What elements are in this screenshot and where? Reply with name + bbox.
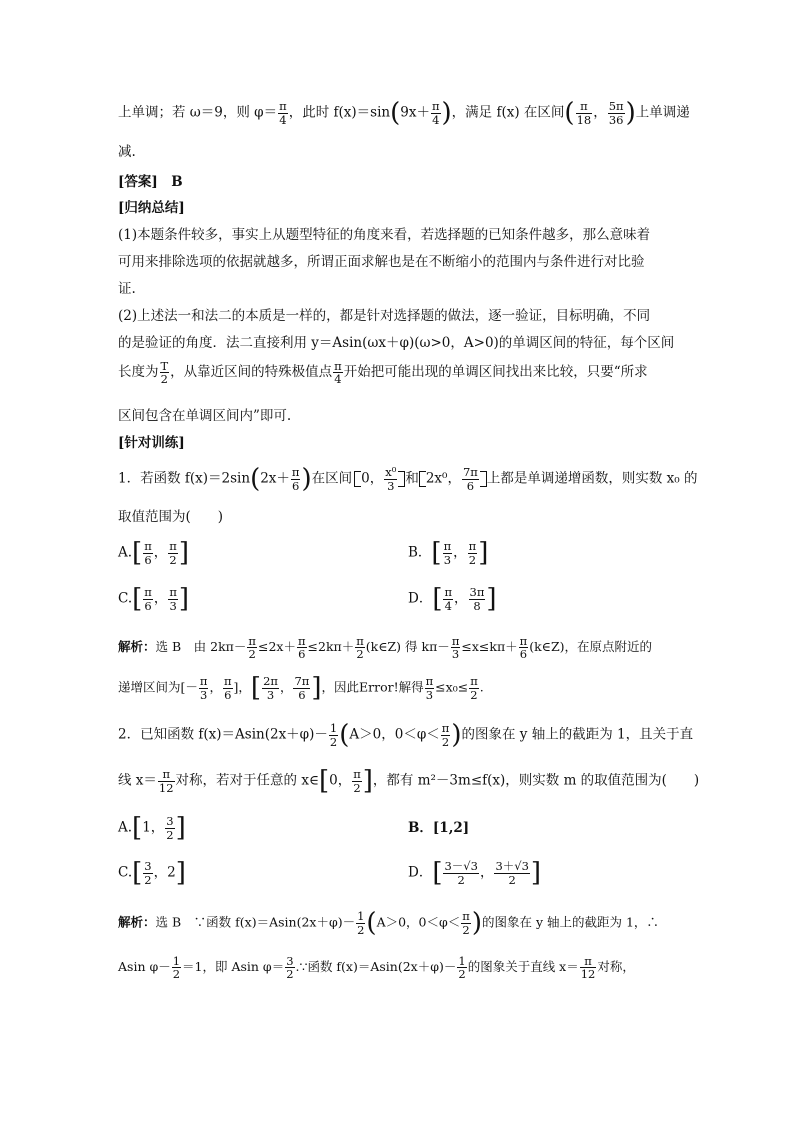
q1-option-c[interactable]: C.[ $\frac{\pi}{6}$ ， $\frac{\pi}{3}$ ] bbox=[118, 584, 190, 614]
intro-text: 上单调；若 ω＝9，则 φ＝ bbox=[118, 104, 278, 121]
practice-label: [针对训练] bbox=[118, 435, 185, 451]
q1-stem-line2: 取值范围为( ) bbox=[118, 509, 224, 525]
q2-solution-line1: 解析：选 B ∵函数 f(x)＝Asin(2x＋φ)－ $\frac{1}{2}$ (A＞0，0＜φ＜ $\frac{\pi}{2}$ )的图象在 y 轴上的截距为 1，∴ bbox=[118, 908, 659, 938]
summary-text: 区间包含在单调区间内”即可. bbox=[118, 408, 292, 424]
fraction: $\frac{\pi}{4}$ bbox=[279, 99, 287, 127]
intro-text: ，此时 f(x)＝sin bbox=[288, 104, 391, 121]
q2-option-c[interactable]: C.[ $\frac{3}{2}$ ，2] bbox=[118, 858, 186, 888]
q2-option-b[interactable]: B．[1,2] bbox=[408, 820, 470, 836]
summary-text: 证. bbox=[118, 281, 136, 297]
q2-stem: 2．已知函数 f(x)＝Asin(2x＋φ)－ $\frac{1}{2}$ (A＞0，0＜φ＜ $\frac{\pi}{2}$ )的图象在 y 轴上的截距为 1，且关于直 bbox=[118, 720, 694, 750]
q1-option-d[interactable]: D．[ $\frac{\pi}{4}$ ， $\frac{3\pi}{8}$ ] bbox=[408, 584, 497, 614]
q2-option-d[interactable]: D．[ $\frac{3-√3}{2}$ ， $\frac{3+√3}{2}$ ] bbox=[408, 858, 542, 888]
q1-option-b[interactable]: B．[ $\frac{\pi}{3}$ ， $\frac{\pi}{2}$ ] bbox=[408, 538, 489, 568]
summary-text: (1)本题条件较多，事实上从题型特征的角度来看，若选择题的已知条件越多，那么意味着 bbox=[118, 227, 651, 243]
q1-stem: 1．若函数 f(x)＝2sin(2x＋ $\frac{\pi}{6}$ )在区间 0， $\frac{\text{x⁰}}{3}$ 和 2x⁰， $\frac{7\pi}{6}$ 上都是单调递增函数，则实数 x₀ 的 bbox=[118, 464, 698, 494]
q2-stem-line2: 线 x＝ $\frac{\pi}{12}$ 对称，若对于任意的 x∈[0， $\frac{\pi}{2}$ ]，都有 m²－3m≤f(x)，则实数 m 的取值范围为( ) bbox=[118, 766, 700, 796]
q2-option-a[interactable]: A.[1， $\frac{3}{2}$ ] bbox=[118, 813, 186, 843]
q1-option-a[interactable]: A.[ $\frac{\pi}{6}$ ， $\frac{\pi}{2}$ ] bbox=[118, 538, 189, 568]
intro-line: 上单调；若 ω＝9，则 φ＝ $\frac{\pi}{4}$ ，此时 f(x)＝sin(9x＋ $\frac{\pi}{4}$ )，满足 f(x) 在区间( $\frac{\pi}{18}$ ， $\frac{5\pi}{36}$ )上单调递 bbox=[118, 98, 690, 128]
intro-text: ，满足 f(x) 在区间 bbox=[451, 104, 565, 121]
intro-text: 9x＋ bbox=[400, 104, 430, 121]
fraction: $\frac{\pi}{4}$ bbox=[431, 99, 440, 127]
answer-label: [答案] bbox=[118, 174, 158, 190]
summary-line: 长度为 $\frac{T}{2}$ ，从靠近区间的特殊极值点 $\frac{\pi}{4}$ 开始把可能出现的单调区间找出来比较，只要“所求 bbox=[118, 359, 648, 387]
q1-solution-line2: 递增区间为[－ $\frac{\pi}{3}$ ， $\frac{\pi}{6}$ ]，[ $\frac{2\pi}{3}$ ， $\frac{7\pi}{6}$ ]，因此Error!解得 $\frac{\pi}{3}$ ≤x₀≤ $\frac{\pi}{2}$ . bbox=[118, 673, 484, 703]
summary-text: (2)上述法一和法二的本质是一样的，都是针对选择题的做法，逐一验证，目标明确，不同 bbox=[118, 308, 651, 324]
answer-line bbox=[118, 176, 183, 190]
summary-label: [归纳总结] bbox=[118, 200, 185, 216]
q2-solution-line2: Asin φ－ $\frac{1}{2}$ ＝1，即 Asin φ＝ $\frac{3}{2}$ .∵函数 f(x)＝Asin(2x＋φ)－ $\frac{1}{2}$ 的图象关于直线 x＝ $\frac{\pi}{12}$ 对称， bbox=[118, 954, 635, 982]
q1-solution-line1: 解析：选 B 由 2kπ－ $\frac{\pi}{2}$ ≤2x＋ $\frac{\pi}{6}$ ≤2kπ＋ $\frac{\pi}{2}$ (k∈Z) 得 kπ－ $\frac{\pi}{3}$ ≤x≤kπ＋ $\frac{\pi}{6}$ (k∈Z)，在原点附近的 bbox=[118, 634, 653, 662]
summary-text: 的是验证的角度．法二直接利用 y＝Asin(ωx＋φ)(ω>0，A>0)的单调区间的特征，每个区间 bbox=[118, 335, 675, 351]
summary-text: 可用来排除选项的依据就越多，所谓正面求解也是在不断缩小的范围内与条件进行对比验 bbox=[118, 254, 645, 270]
intro-text: 上单调递 bbox=[635, 104, 690, 121]
intro-line-2: 减. bbox=[118, 144, 136, 160]
answer-value: B bbox=[171, 174, 183, 190]
